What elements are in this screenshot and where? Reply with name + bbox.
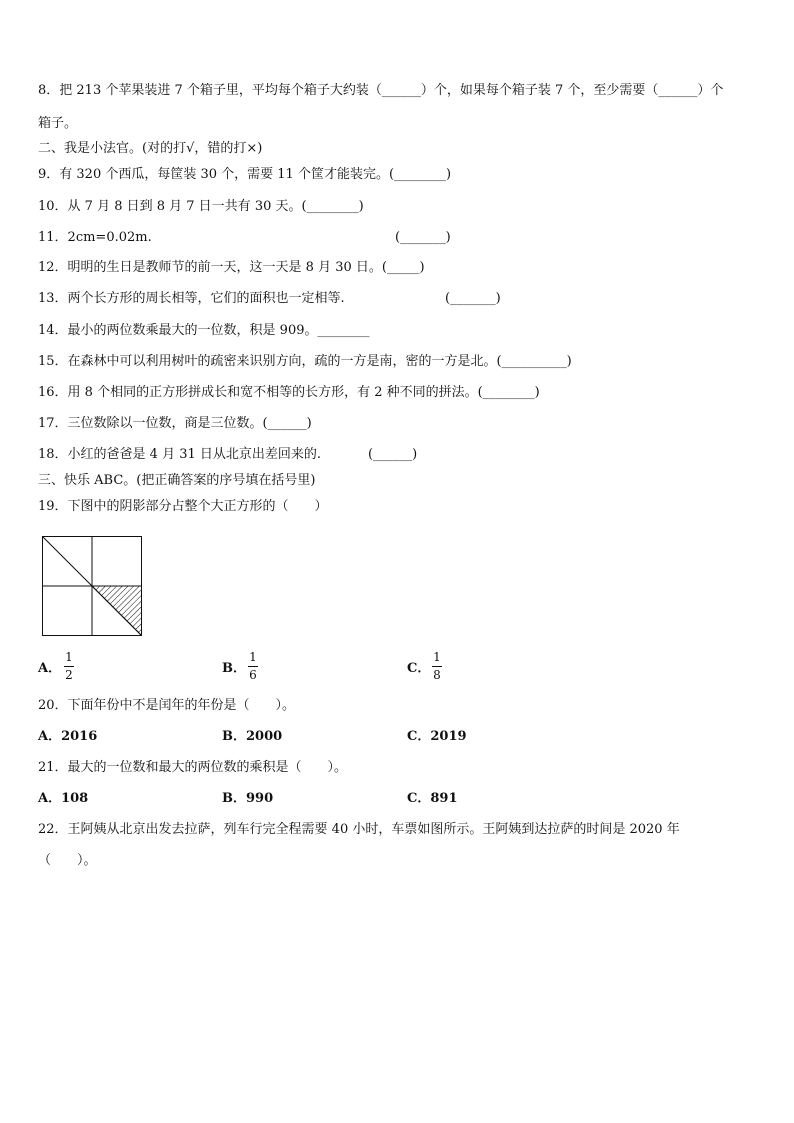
- q17: 17．三位数除以一位数，商是三位数。(______): [38, 416, 312, 431]
- section-2-heading: 二、我是小法官。(对的打√，错的打×): [38, 141, 263, 156]
- q19-option-a-fraction: [64, 651, 74, 682]
- fraction-bar: [64, 666, 74, 667]
- q22-line1: 22．王阿姨从北京出发去拉萨，列车行完全程需要 40 小时，车票如图所示。王阿姨到达拉萨的时间是 2020 年: [38, 822, 680, 837]
- q19-option-b-fraction: [248, 651, 258, 682]
- fraction-numerator: 1: [65, 650, 73, 664]
- fraction-numerator: 1: [249, 650, 257, 664]
- q13-blank: (_______): [445, 291, 501, 306]
- q21: 21．最大的一位数和最大的两位数的乘积是（ ）。: [38, 760, 348, 775]
- q14: 14．最小的两位数乘最大的一位数，积是 909。________: [38, 323, 370, 338]
- fraction-bar: [248, 666, 258, 667]
- q19: 19．下图中的阴影部分占整个大正方形的（ ）: [38, 499, 328, 514]
- q16: 16．用 8 个相同的正方形拼成长和宽不相等的长方形，有 2 种不同的拼法。(________): [38, 385, 540, 400]
- fraction-denominator: 2: [65, 668, 73, 682]
- q20: 20．下面年份中不是闰年的年份是（ ）。: [38, 698, 296, 713]
- fraction-bar: [432, 666, 442, 667]
- q19-option-a-label: A．: [38, 661, 62, 676]
- q9: 9．有 320 个西瓜，每筐装 30 个，需要 11 个筐才能装完。(________): [38, 167, 452, 182]
- shaded-triangle: [92, 586, 142, 636]
- q20-option-b: B．2000: [222, 729, 283, 744]
- square-figure: [42, 536, 142, 636]
- q12: 12．明明的生日是教师节的前一天，这一天是 8 月 30 日。(_____): [38, 260, 425, 275]
- q19-option-c-fraction: [432, 651, 442, 682]
- q11-blank: (_______): [395, 230, 451, 245]
- fraction-denominator: 8: [433, 668, 441, 682]
- q8-line1: 8．把 213 个苹果装进 7 个箱子里，平均每个箱子大约装（______）个，如果每个箱子装 7 个，至少需要（______）个: [38, 83, 724, 98]
- q13-text: 13．两个长方形的周长相等，它们的面积也一定相等.: [38, 291, 345, 306]
- q19-option-b-label: B．: [222, 661, 246, 676]
- q19-option-c-label: C．: [407, 661, 431, 676]
- q21-option-c: C．891: [407, 791, 458, 806]
- section-3-heading: 三、快乐 ABC。(把正确答案的序号填在括号里): [38, 473, 316, 488]
- q11-text: 11．2cm=0.02m.: [38, 230, 152, 245]
- q20-option-c: C．2019: [407, 729, 467, 744]
- q15: 15．在森林中可以利用树叶的疏密来识别方向，疏的一方是南，密的一方是北。(__________): [38, 354, 572, 369]
- q18-text: 18．小红的爸爸是 4 月 31 日从北京出差回来的.: [38, 447, 322, 462]
- q20-option-a: A．2016: [38, 729, 98, 744]
- fraction-denominator: 6: [249, 668, 257, 682]
- q8-line2: 箱子。: [38, 116, 78, 131]
- q21-option-b: B．990: [222, 791, 274, 806]
- q10: 10．从 7 月 8 日到 8 月 7 日一共有 30 天。(________): [38, 199, 364, 214]
- q22-line2: （ ）。: [38, 853, 97, 868]
- fraction-numerator: 1: [433, 650, 441, 664]
- q21-option-a: A．108: [38, 791, 89, 806]
- q18-blank: (______): [368, 447, 418, 462]
